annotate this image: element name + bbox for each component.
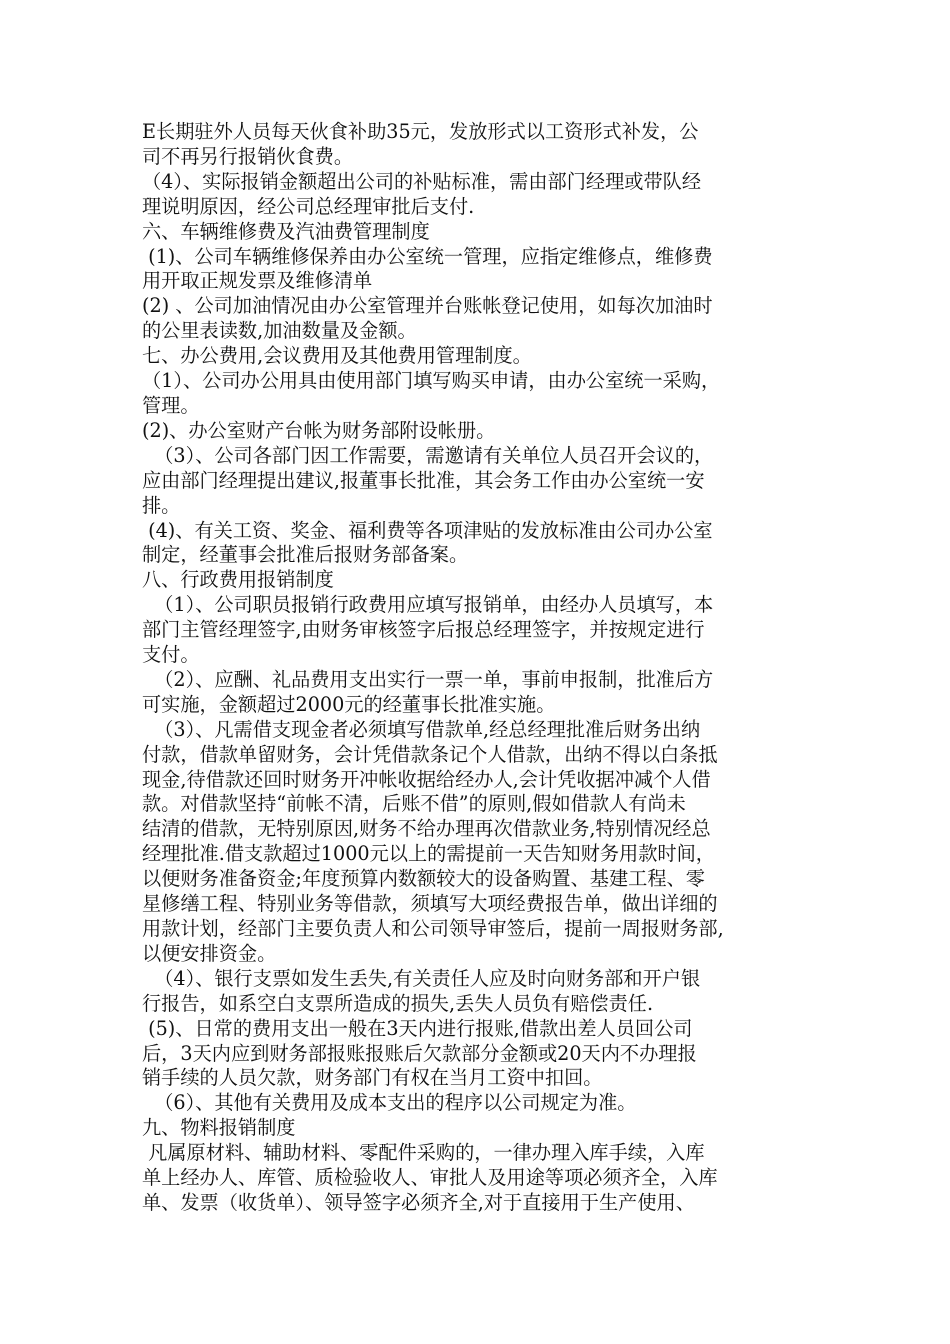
text-line: 单、发票（收货单）、领导签字必须齐全,对于直接用于生产使用、: [142, 1190, 695, 1214]
text-line: 行报告，如系空白支票所造成的损失,丢失人员负有赔偿责任.: [142, 991, 654, 1015]
text-line: 八、行政费用报销制度: [142, 568, 334, 592]
text-line: 用款计划，经部门主要负责人和公司领导审签后，提前一周报财务部,: [142, 917, 724, 940]
text-line: 应由部门经理提出建议,报董事长批准，其会务工作由办公室统一安: [142, 468, 705, 492]
text-line: 付款，借款单留财务，会计凭借款条记个人借款，出纳不得以白条抵: [142, 742, 718, 766]
text-line: 的公里表读数,加油数量及金额。: [142, 319, 417, 343]
text-line: 以便安排资金。: [142, 941, 277, 965]
text-line: （3）、公司各部门因工作需要，需邀请有关单位人员召开会议的，: [142, 443, 714, 467]
text-line: 款。对借款坚持“前帐不清，后账不借”的原则,假如借款人有尚未: [142, 792, 686, 816]
text-line: (2) 、公司加油情况由办公室管理并台账帐登记使用，如每次加油时: [142, 294, 713, 318]
text-line: 支付。: [142, 643, 200, 667]
text-line: (4)、有关工资、奖金、福利费等各项津贴的发放标准由公司办公室: [142, 518, 713, 542]
text-line: (2)、办公室财产台帐为财务部附设帐册。: [142, 418, 496, 442]
text-line: 六、车辆维修费及汽油费管理制度: [142, 219, 430, 243]
text-line: 销手续的人员欠款，财务部门有权在当月工资中扣回。: [142, 1066, 603, 1090]
text-line: （3）、凡需借支现金者必须填写借款单,经总经理批准后财务出纳: [142, 717, 701, 741]
text-line: 理说明原因，经公司总经理审批后支付.: [142, 194, 475, 218]
text-line: 后，3天内应到财务部报账报账后欠款部分金额或20天内不办理报: [142, 1041, 697, 1065]
text-line: 用开取正规发票及维修清单: [142, 269, 373, 293]
text-line: 结清的借款，无特别原因,财务不给办理再次借款业务,特别情况经总: [142, 817, 711, 841]
text-line: （6）、其他有关费用及成本支出的程序以公司规定为准。: [142, 1091, 637, 1115]
text-line: 凡属原材料、辅助材料、零配件采购的，一律办理入库手续，入库: [142, 1141, 705, 1165]
text-line: (1)、公司车辆维修保养由办公室统一管理，应指定维修点，维修费: [142, 244, 713, 268]
text-line: 以便财务准备资金;年度预算内数额较大的设备购置、基建工程、零: [142, 867, 705, 891]
text-line: 司不再另行报销伙食费。: [142, 144, 354, 168]
text-line: （1）、公司办公用具由使用部门填写购买申请，由办公室统一采购，: [142, 369, 721, 393]
text-line: （1）、公司职员报销行政费用应填写报销单，由经办人员填写，本: [142, 593, 714, 617]
text-line: 九、物料报销制度: [142, 1116, 296, 1140]
text-line: E长期驻外人员每天伙食补助35元，发放形式以工资形式补发，公: [142, 120, 699, 143]
text-line: 排。: [142, 493, 181, 517]
text-line: 单上经办人、库管、质检验收人、审批人及用途等项必须齐全，入库: [142, 1166, 718, 1190]
text-line: （4）、实际报销金额超出公司的补贴标准，需由部门经理或带队经: [142, 169, 702, 193]
text-line: (5)、日常的费用支出一般在3天内进行报账,借款出差人员回公司: [142, 1016, 693, 1040]
text-line: 七、办公费用,会议费用及其他费用管理制度。: [142, 344, 532, 368]
text-line: （2）、应酬、礼品费用支出实行一票一单，事前申报制，批准后方: [142, 667, 714, 691]
text-line: 制定，经董事会批准后报财务部备案。: [142, 543, 469, 567]
text-line: 星修缮工程、特别业务等借款，须填写大项经费报告单，做出详细的: [142, 892, 718, 916]
text-line: 可实施，金额超过2000元的经董事长批准实施。: [142, 692, 556, 716]
text-line: 管理。: [142, 393, 200, 417]
text-line: 现金,待借款还回时财务开冲帐收据给经办人,会计凭收据冲减个人借: [142, 767, 711, 791]
text-line: 部门主管经理签字,由财务审核签字后报总经理签字，并按规定进行: [142, 618, 705, 642]
text-line: 经理批准.借支款超过1000元以上的需提前一天告知财务用款时间，: [142, 842, 715, 866]
text-line: （4）、银行支票如发生丢失,有关责任人应及时向财务部和开户银: [142, 966, 701, 990]
document-body: [142, 120, 822, 1216]
